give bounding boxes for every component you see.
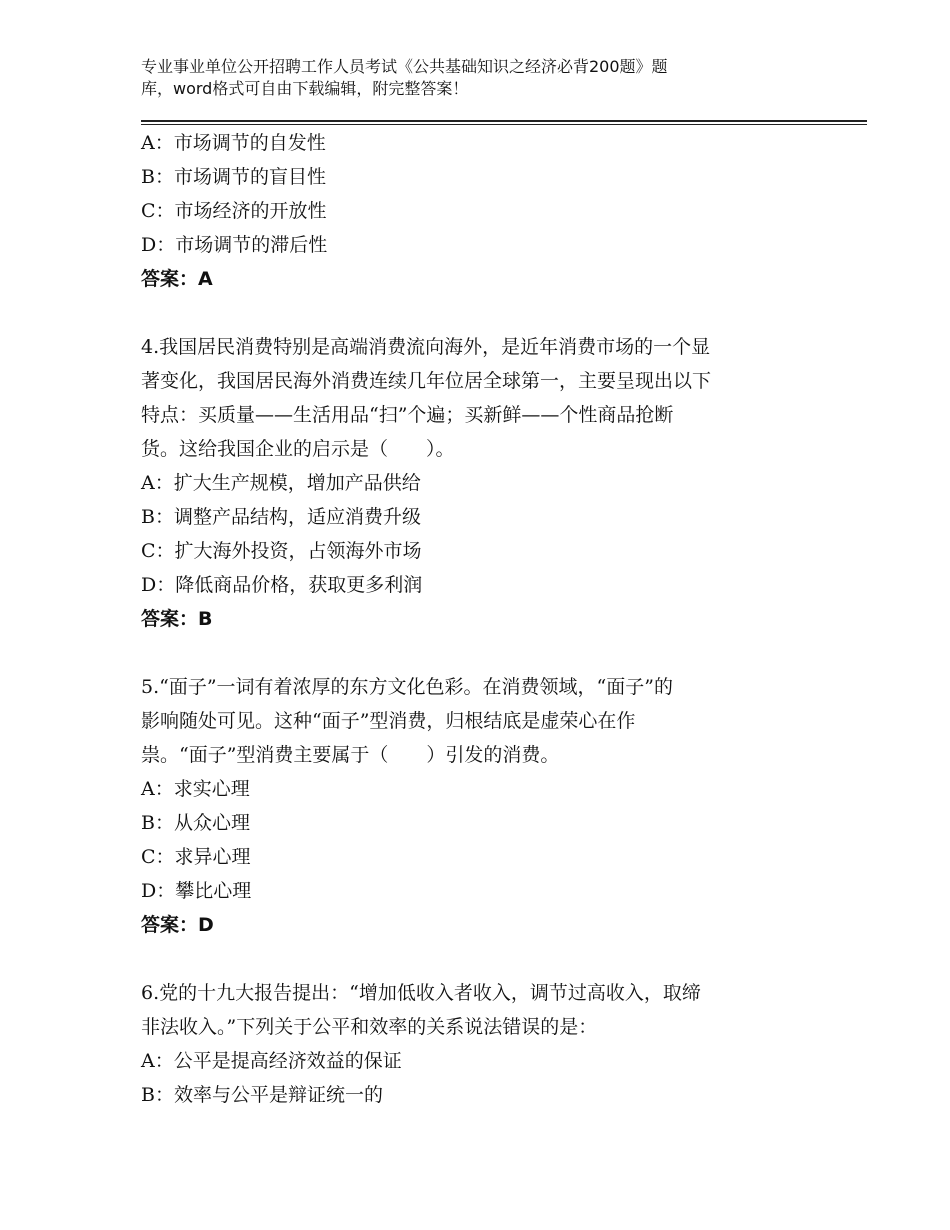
question-text-line: 货。这给我国企业的启示是（ ）。 — [141, 438, 455, 460]
option-b: B：效率与公平是辩证统一的 — [141, 1084, 383, 1106]
spacer — [141, 296, 821, 330]
question-text-line: 祟。“面子”型消费主要属于（ ）引发的消费。 — [141, 744, 560, 766]
question-text-line: 4.我国居民消费特别是高端消费流向海外，是近年消费市场的一个显 — [141, 336, 711, 358]
header-title-line-1: 专业事业单位公开招聘工作人员考试《公共基础知识之经济必背200题》题 — [141, 57, 668, 76]
option-c: C：扩大海外投资，占领海外市场 — [141, 540, 422, 562]
option-d: D：降低商品价格，获取更多利润 — [141, 574, 423, 596]
question-4 — [141, 330, 821, 636]
answer-label: 答案：A — [141, 268, 213, 290]
option-b: B：从众心理 — [141, 812, 250, 834]
answer-label: 答案：D — [141, 914, 214, 936]
question-text-line: 特点：买质量——生活用品“扫”个遍；买新鲜——个性商品抢断 — [141, 404, 674, 426]
header-title-line-2: 库，word格式可自由下载编辑，附完整答案！ — [141, 79, 469, 98]
option-c: C：求异心理 — [141, 846, 251, 868]
option-a: A：扩大生产规模，增加产品供给 — [141, 472, 421, 494]
option-a: A：市场调节的自发性 — [141, 132, 326, 154]
document-header — [141, 56, 821, 100]
question-text-line: 非法收入。”下列关于公平和效率的关系说法错误的是： — [141, 1016, 598, 1038]
option-a: A：求实心理 — [141, 778, 250, 800]
option-c: C：市场经济的开放性 — [141, 200, 327, 222]
question-list — [141, 126, 821, 1112]
question-text-line: 6.党的十九大报告提出：“增加低收入者收入，调节过高收入，取缔 — [141, 982, 701, 1004]
question-5 — [141, 670, 821, 942]
option-b: B：调整产品结构，适应消费升级 — [141, 506, 421, 528]
option-b: B：市场调节的盲目性 — [141, 166, 326, 188]
header-divider — [141, 120, 867, 125]
spacer — [141, 636, 821, 670]
question-6 — [141, 976, 821, 1112]
spacer — [141, 942, 821, 976]
question-text-line: 著变化，我国居民海外消费连续几年位居全球第一，主要呈现出以下 — [141, 370, 712, 392]
question-3 — [141, 126, 821, 296]
option-d: D：市场调节的滞后性 — [141, 234, 328, 256]
option-a: A：公平是提高经济效益的保证 — [141, 1050, 402, 1072]
question-text-line: 5.“面子”一词有着浓厚的东方文化色彩。在消费领域，“面子”的 — [141, 676, 673, 698]
option-d: D：攀比心理 — [141, 880, 252, 902]
answer-label: 答案：B — [141, 608, 213, 630]
question-text-line: 影响随处可见。这种“面子”型消费，归根结底是虚荣心在作 — [141, 710, 636, 732]
